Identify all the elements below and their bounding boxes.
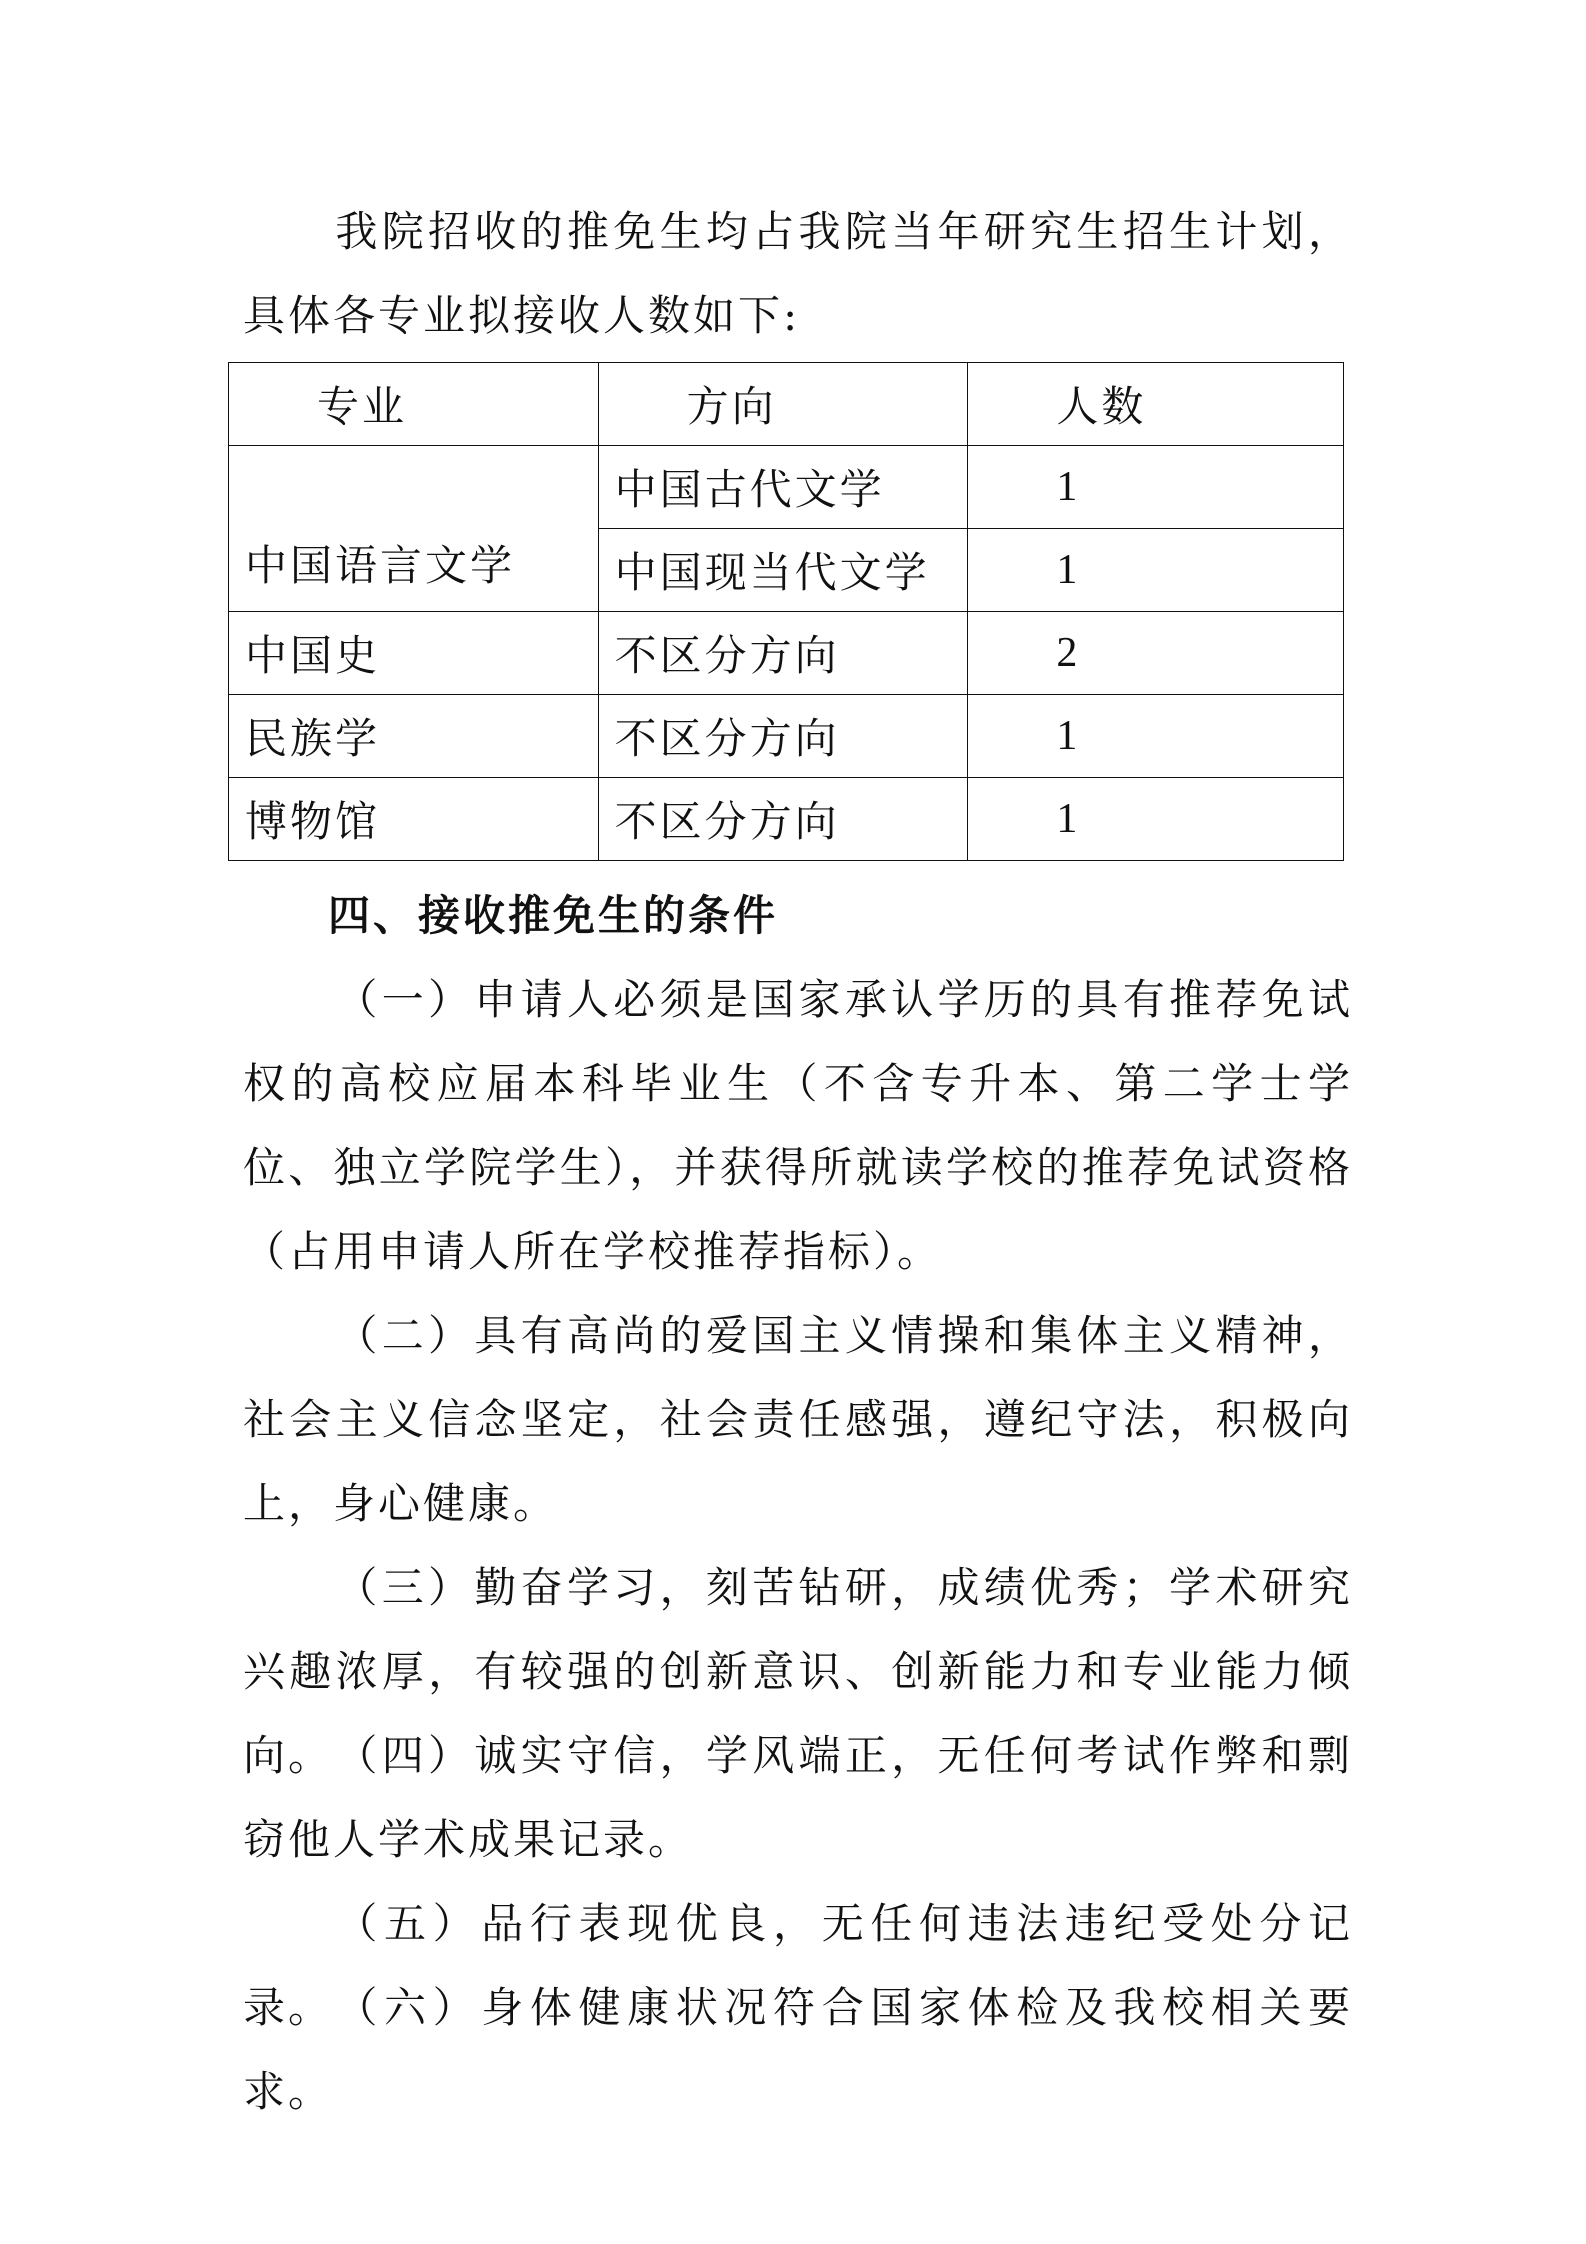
cell-major: 博物馆 — [229, 778, 599, 861]
cell-count: 1 — [968, 446, 1344, 529]
intro-paragraph: 我院招收的推免生均占我院当年研究生招生计划，具体各专业拟接收人数如下: — [243, 207, 1353, 340]
table-header-row — [229, 363, 1344, 446]
header-direction: 方向 — [598, 363, 968, 446]
cell-direction: 不区分方向 — [598, 612, 968, 695]
cell-direction: 不区分方向 — [598, 778, 968, 861]
cell-count: 1 — [968, 695, 1344, 778]
cell-major: 民族学 — [229, 695, 599, 778]
table-row — [229, 778, 1344, 861]
table-row — [229, 695, 1344, 778]
cell-direction: 不区分方向 — [598, 695, 968, 778]
cell-major: 中国史 — [229, 612, 599, 695]
condition-item-5: （五）品行表现优良，无任何违法违纪受处分记录。 — [243, 1899, 1353, 2032]
table-row — [229, 446, 1344, 529]
section-heading: 四、接收推免生的条件 — [328, 891, 779, 940]
condition-item-1: （一）申请人必须是国家承认学历的具有推荐免试权的高校应届本科毕业生（不含专升本、第二学士学位、独立学院学生），并获得所就读学校的推荐免试资格（占用申请人所在学校推荐指标）。 — [243, 975, 1353, 1276]
condition-item-3: （三）勤奋学习，刻苦钻研，成绩优秀；学术研究兴趣浓厚，有较强的创新意识、创新能力和专业能力倾向。 — [243, 1563, 1353, 1780]
condition-item-4: （四）诚实守信，学风端正，无任何考试作弊和剽窃他人学术成果记录。 — [243, 1731, 1353, 1864]
cell-count: 2 — [968, 612, 1344, 695]
header-major: 专业 — [229, 363, 599, 446]
cell-count: 1 — [968, 529, 1344, 612]
table-row — [229, 612, 1344, 695]
cell-count: 1 — [968, 778, 1344, 861]
header-count: 人数 — [968, 363, 1344, 446]
condition-item-2: （二）具有高尚的爱国主义情操和集体主义精神，社会主义信念坚定，社会责任感强，遵纪守法，积极向上，身心健康。 — [243, 1311, 1353, 1528]
cell-direction: 中国古代文学 — [598, 446, 968, 529]
condition-item-6: （六）身体健康状况符合国家体检及我校相关要求。 — [243, 1983, 1353, 2116]
cell-major: 中国语言文学 — [229, 446, 599, 612]
quota-table — [228, 362, 1344, 861]
cell-direction: 中国现当代文学 — [598, 529, 968, 612]
